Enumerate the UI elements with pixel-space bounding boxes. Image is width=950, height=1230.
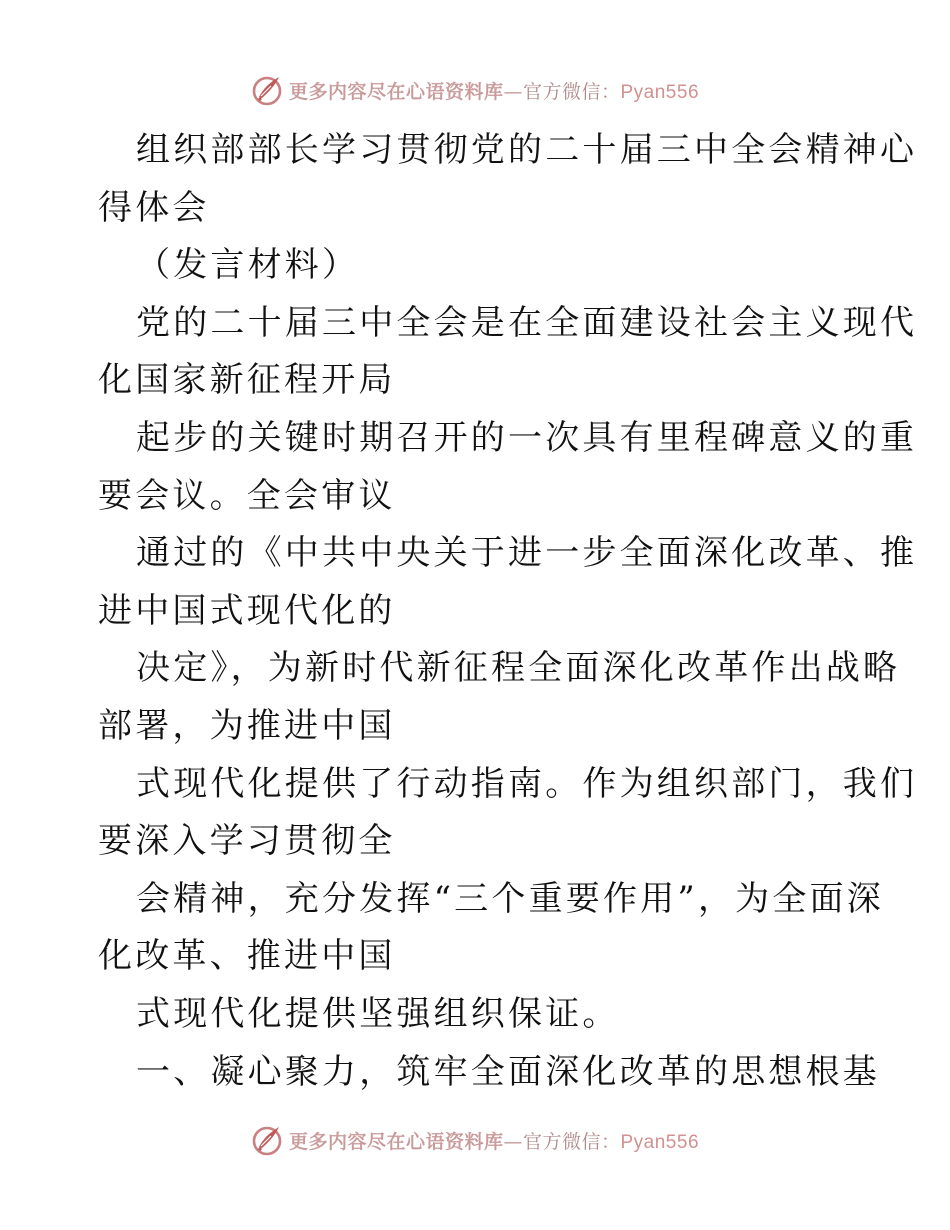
paragraph-line: 部署，为推进中国 — [98, 706, 396, 746]
watermark-id: Pyan556 — [620, 1131, 700, 1153]
watermark-dash: — — [503, 80, 523, 103]
watermark-id: Pyan556 — [620, 81, 700, 103]
quill-logo-icon — [251, 73, 285, 107]
section-heading: 一、凝心聚力，筑牢全面深化改革的思想根基 — [136, 1052, 880, 1092]
watermark-label: 官方微信： — [522, 1130, 621, 1153]
paragraph-line: 化国家新征程开局 — [98, 360, 396, 400]
footer-watermark — [0, 1120, 950, 1160]
paragraph-line: 党的二十届三中全会是在全面建设社会主义现代 — [136, 303, 918, 343]
paragraph-line: 通过的《中共中央关于进一步全面深化改革、推 — [136, 533, 918, 573]
paragraph-line: 起步的关键时期召开的一次具有里程碑意义的重 — [136, 418, 918, 458]
watermark-main-text: 更多内容尽在心语资料库 — [288, 1130, 504, 1153]
subtitle-line: （发言材料） — [136, 245, 360, 285]
paragraph-line: 要会议。全会审议 — [98, 476, 396, 516]
header-watermark — [0, 70, 950, 110]
quill-logo-icon — [251, 1123, 285, 1157]
watermark-main-text: 更多内容尽在心语资料库 — [288, 80, 504, 103]
paragraph-line: 式现代化提供坚强组织保证。 — [136, 994, 620, 1034]
paragraph-line: 进中国式现代化的 — [98, 591, 396, 631]
paragraph-line: 式现代化提供了行动指南。作为组织部门，我们 — [136, 764, 918, 804]
paragraph-line: 要深入学习贯彻全 — [98, 821, 396, 861]
paragraph-line: 化改革、推进中国 — [98, 936, 396, 976]
paragraph-line: 会精神，充分发挥“三个重要作用”，为全面深 — [136, 879, 884, 919]
watermark-dash: — — [503, 1130, 523, 1153]
paragraph-line: 决定》，为新时代新征程全面深化改革作出战略 — [136, 648, 901, 688]
watermark-label: 官方微信： — [522, 80, 621, 103]
title-line-2: 得体会 — [98, 188, 210, 228]
title-line-1: 组织部部长学习贯彻党的二十届三中全会精神心 — [136, 130, 918, 170]
